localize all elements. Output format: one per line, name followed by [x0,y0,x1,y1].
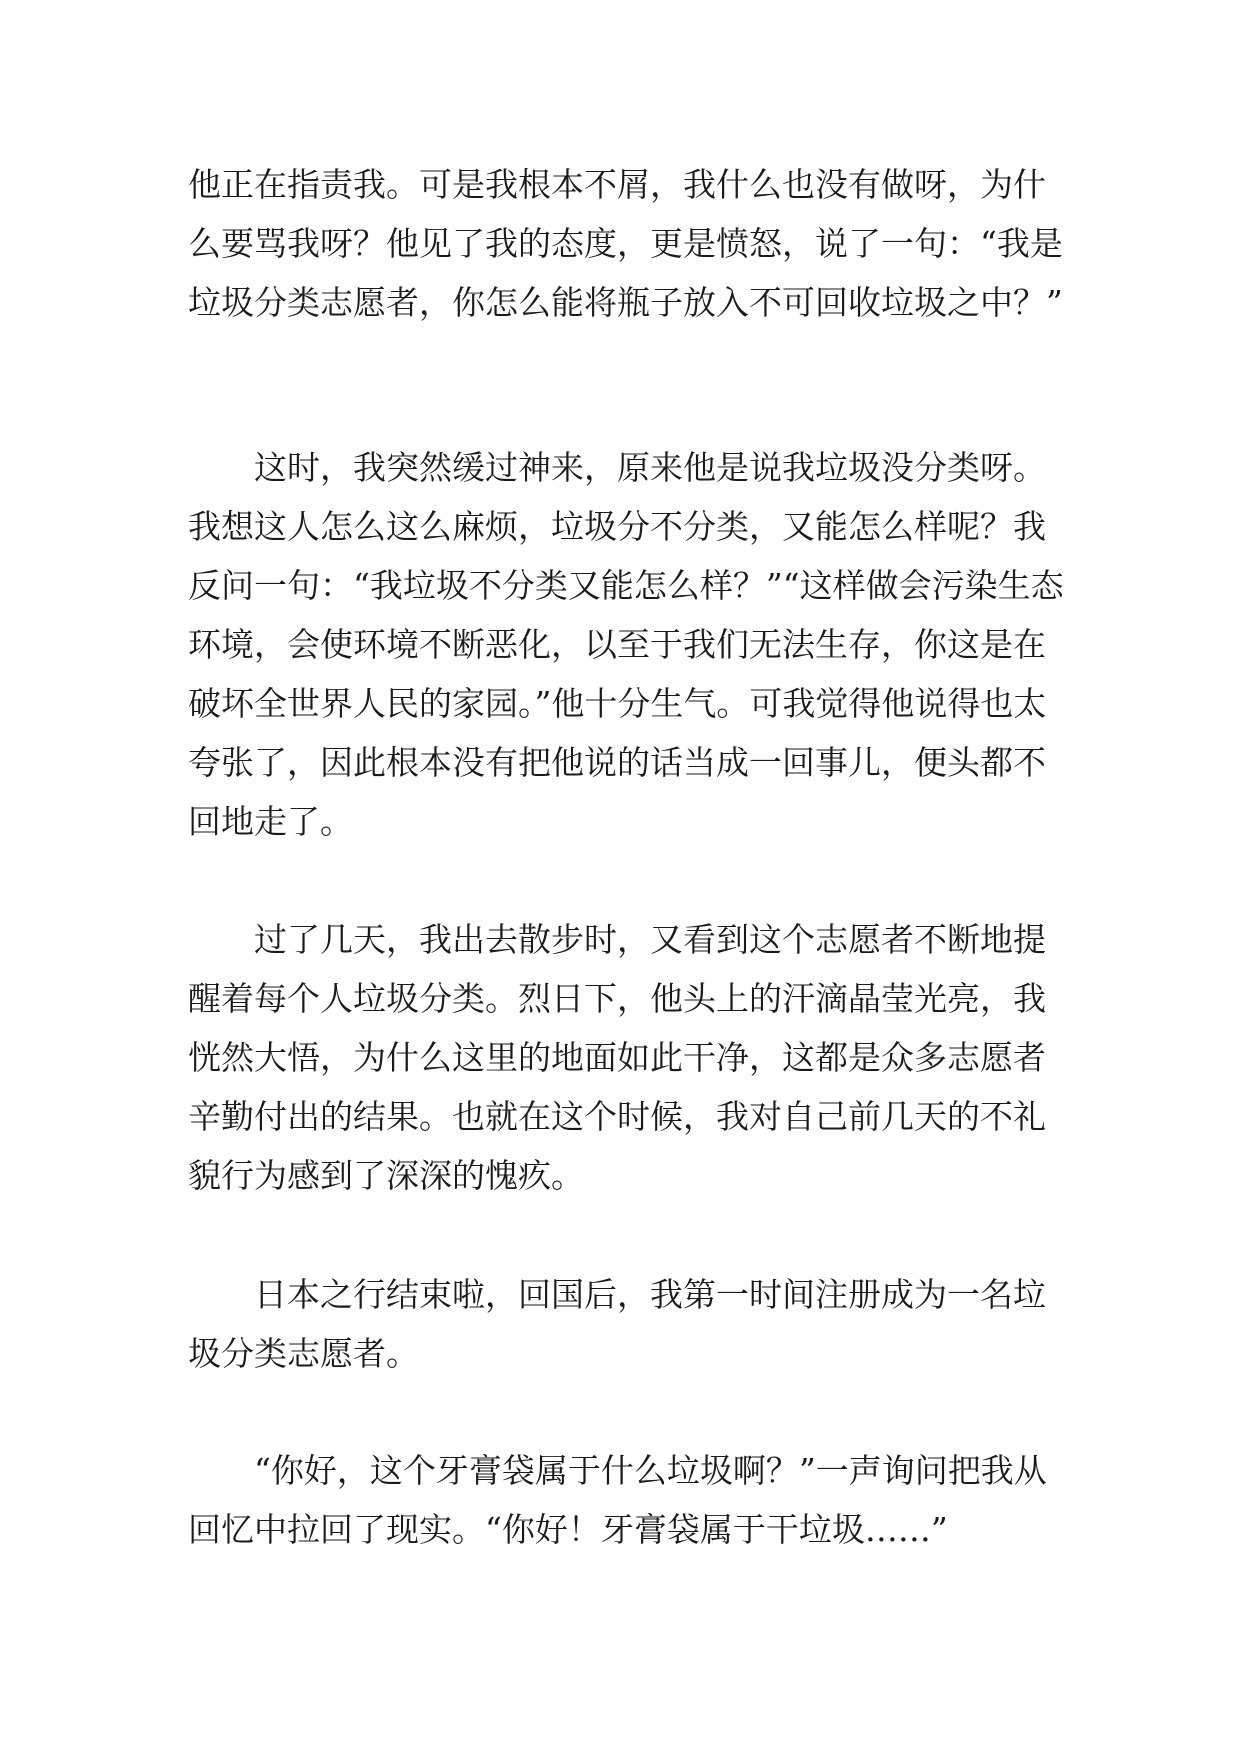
paragraph-5: “你好，这个牙膏袋属于什么垃圾啊？”一声询问把我从回忆中拉回了现实。“你好！牙膏袋属于干垃圾……” [188,1451,1047,1549]
paragraph-3: 过了几天，我出去散步时，又看到这个志愿者不断地提醒着每个人垃圾分类。烈日下，他头上的汗滴晶莹光亮，我恍然大悟，为什么这里的地面如此干净，这都是众多志愿者辛勤付出的结果。也就在这个时候，我对自己前几天的不礼貌行为感到了深深的愧疚。 [188,920,1046,1195]
paragraph-4: 日本之行结束啦，回国后，我第一时间注册成为一名垃圾分类志愿者。 [188,1275,1046,1373]
paragraph-1: 他正在指责我。可是我根本不屑，我什么也没有做呀，为什么要骂我呀？他见了我的态度，更是愤怒，说了一句：“我是垃圾分类志愿者，你怎么能将瓶子放入不可回收垃圾之中？” [188,165,1063,322]
paragraph-2: 这时，我突然缓过神来，原来他是说我垃圾没分类呀。我想这人怎么这么麻烦，垃圾分不分类，又能怎么样呢？我反问一句：“我垃圾不分类又能怎么样？”“这样做会污染生态环境，会使环境不断恶化，以至于我们无法生存，你这是在破坏全世界人民的家园。”他十分生气。可我觉得他说得也太夸张了，因此根本没有把他说的话当成一回事儿，便头都不回地走了。 [188,448,1064,841]
